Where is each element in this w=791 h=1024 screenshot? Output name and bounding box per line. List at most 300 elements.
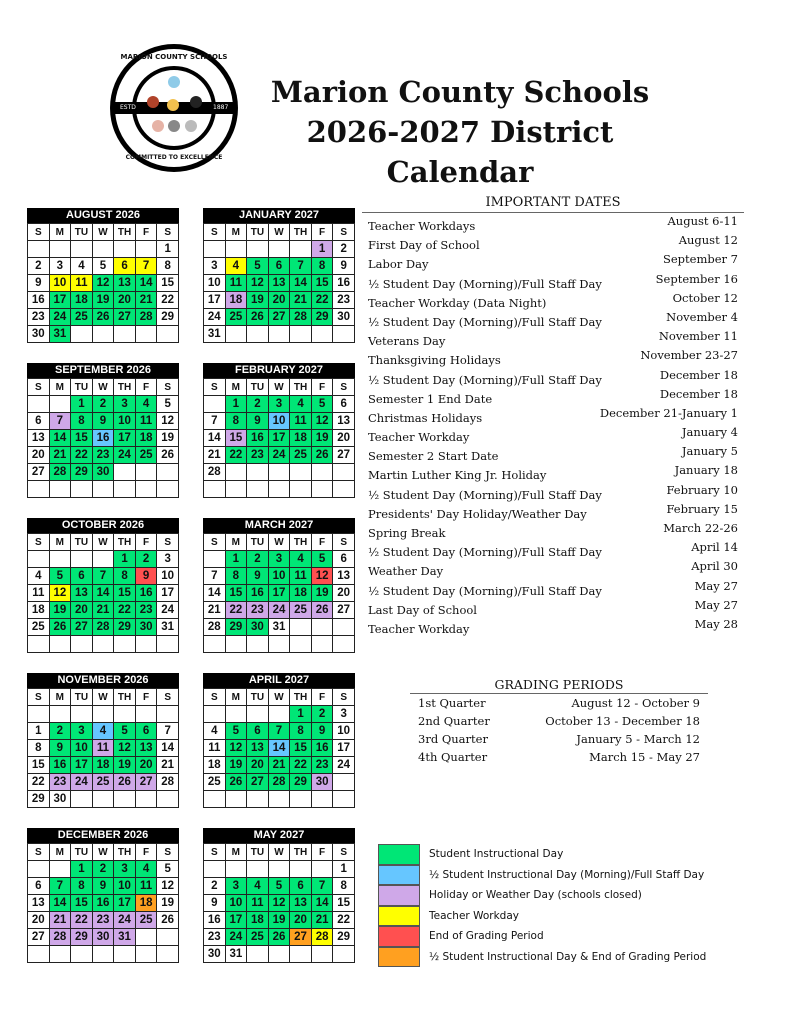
day-cell: 21 (204, 447, 226, 464)
empty-cell (28, 551, 50, 568)
weekday-header: M (49, 689, 71, 706)
day-cell: 11 (135, 878, 157, 895)
empty-cell (247, 636, 269, 653)
week-row (28, 568, 179, 585)
week-row (28, 481, 179, 498)
day-cell: 15 (28, 757, 50, 774)
empty-cell (114, 706, 136, 723)
day-cell: 11 (135, 413, 157, 430)
day-cell: 10 (333, 723, 355, 740)
event-date: January 4 (681, 425, 738, 440)
day-cell: 28 (204, 619, 226, 636)
empty-cell (135, 636, 157, 653)
day-cell: 31 (114, 929, 136, 946)
month-calendar (27, 208, 179, 343)
week-row (28, 757, 179, 774)
day-cell: 23 (204, 929, 226, 946)
weekday-header: S (333, 689, 355, 706)
day-cell: 16 (92, 895, 114, 912)
day-cell: 7 (290, 258, 312, 275)
day-cell: 21 (92, 602, 114, 619)
day-cell: 23 (28, 309, 50, 326)
important-date-row (362, 558, 744, 577)
empty-cell (268, 326, 290, 343)
important-date-row (362, 462, 744, 481)
day-cell: 16 (311, 740, 333, 757)
event-label: Presidents' Day Holiday/Weather Day (368, 506, 587, 521)
empty-cell (290, 241, 312, 258)
important-date-row (362, 597, 744, 616)
event-date: August 6-11 (667, 214, 738, 228)
day-cell: 25 (290, 602, 312, 619)
weekday-header: TH (290, 534, 312, 551)
event-date: April 30 (691, 559, 738, 574)
day-cell: 28 (49, 929, 71, 946)
month-title: DECEMBER 2026 (27, 828, 179, 843)
weekday-header: TH (290, 689, 312, 706)
day-cell: 20 (28, 912, 50, 929)
week-row (204, 464, 355, 481)
empty-cell (157, 326, 179, 343)
quarter-range: October 13 - December 18 (545, 714, 700, 728)
empty-cell (225, 241, 247, 258)
day-cell: 14 (204, 430, 226, 447)
day-cell: 4 (71, 258, 93, 275)
weekday-header: TH (114, 689, 136, 706)
day-cell: 18 (28, 602, 50, 619)
sunburst-icon (167, 99, 179, 111)
day-cell: 31 (225, 946, 247, 963)
day-cell: 31 (268, 619, 290, 636)
weekday-header: TU (71, 224, 93, 241)
event-date: December 18 (659, 367, 738, 382)
day-cell: 29 (311, 309, 333, 326)
day-cell: 17 (204, 292, 226, 309)
day-cell: 22 (157, 292, 179, 309)
grading-period-row (410, 694, 708, 712)
day-cell: 22 (71, 912, 93, 929)
title-line-1: Marion County Schools (270, 75, 650, 109)
event-label: Weather Day (368, 564, 444, 579)
legend-label: ½ Student Instructional Day (Morning)/Full Staff Day (429, 868, 705, 881)
day-cell: 15 (333, 895, 355, 912)
month-title: MARCH 2027 (203, 518, 355, 533)
school-emblem-icon (168, 76, 180, 88)
empty-cell (157, 464, 179, 481)
weekday-header: TH (290, 844, 312, 861)
day-cell: 30 (204, 946, 226, 963)
week-row (28, 929, 179, 946)
empty-cell (204, 551, 226, 568)
empty-cell (135, 464, 157, 481)
event-date: November 23-27 (640, 348, 738, 363)
day-cell: 21 (49, 912, 71, 929)
empty-cell (135, 241, 157, 258)
day-cell: 24 (225, 929, 247, 946)
event-date: January 5 (681, 444, 738, 459)
week-row (204, 706, 355, 723)
day-cell: 17 (114, 895, 136, 912)
empty-cell (268, 706, 290, 723)
weekday-header: W (92, 844, 114, 861)
empty-cell (204, 241, 226, 258)
day-cell: 4 (92, 723, 114, 740)
empty-cell (268, 481, 290, 498)
important-date-row (362, 386, 744, 405)
day-cell: 23 (135, 602, 157, 619)
important-date-row (362, 424, 744, 443)
day-cell: 24 (333, 757, 355, 774)
day-cell: 19 (225, 757, 247, 774)
week-row (28, 413, 179, 430)
weekday-header: TU (247, 844, 269, 861)
day-cell: 14 (204, 585, 226, 602)
day-cell: 27 (247, 774, 269, 791)
weekday-header: M (225, 224, 247, 241)
week-row (204, 602, 355, 619)
day-cell: 5 (49, 568, 71, 585)
day-cell: 6 (290, 878, 312, 895)
day-cell: 26 (49, 619, 71, 636)
empty-cell (311, 464, 333, 481)
empty-cell (204, 396, 226, 413)
month-calendar (27, 828, 179, 963)
weekday-header: M (225, 379, 247, 396)
weekday-header: S (333, 379, 355, 396)
event-date: December 21-January 1 (599, 405, 738, 420)
legend-label: End of Grading Period (429, 930, 544, 943)
empty-cell (28, 946, 50, 963)
important-date-row (362, 405, 744, 424)
day-cell: 2 (49, 723, 71, 740)
week-row (28, 602, 179, 619)
day-cell: 24 (114, 447, 136, 464)
important-date-row (362, 578, 744, 597)
day-cell: 12 (247, 275, 269, 292)
weekday-header: M (49, 844, 71, 861)
day-cell: 20 (114, 292, 136, 309)
week-row (28, 241, 179, 258)
day-cell: 16 (28, 292, 50, 309)
weekday-header: S (28, 379, 50, 396)
empty-cell (135, 481, 157, 498)
school-emblem-icon (185, 120, 197, 132)
quarter-range: March 15 - May 27 (589, 750, 700, 764)
empty-cell (114, 946, 136, 963)
day-cell: 12 (49, 585, 71, 602)
important-date-row (362, 213, 744, 232)
day-cell: 15 (225, 430, 247, 447)
weekday-header: W (268, 534, 290, 551)
event-date: February 15 (666, 501, 738, 516)
day-cell: 6 (247, 723, 269, 740)
week-row (28, 774, 179, 791)
day-cell: 9 (92, 878, 114, 895)
empty-cell (225, 706, 247, 723)
weekday-header: W (92, 224, 114, 241)
day-cell: 21 (49, 447, 71, 464)
week-row (204, 585, 355, 602)
day-cell: 20 (268, 292, 290, 309)
weekday-header: TU (247, 224, 269, 241)
month-title: FEBRUARY 2027 (203, 363, 355, 378)
day-cell: 4 (28, 568, 50, 585)
week-row (204, 413, 355, 430)
empty-cell (268, 791, 290, 808)
day-cell: 13 (28, 895, 50, 912)
event-label: Last Day of School (368, 602, 477, 617)
week-row (204, 723, 355, 740)
quarter-label: 4th Quarter (418, 750, 488, 764)
day-cell: 8 (225, 413, 247, 430)
day-cell: 25 (135, 912, 157, 929)
day-cell: 3 (333, 706, 355, 723)
day-cell: 19 (311, 430, 333, 447)
empty-cell (157, 791, 179, 808)
legend-label: Student Instructional Day (429, 848, 564, 861)
day-cell: 14 (290, 275, 312, 292)
day-cell: 14 (49, 895, 71, 912)
day-cell: 19 (268, 912, 290, 929)
legend-item (378, 947, 706, 968)
day-cell: 9 (247, 413, 269, 430)
day-cell: 1 (71, 861, 93, 878)
day-cell: 7 (92, 568, 114, 585)
day-cell: 5 (247, 258, 269, 275)
empty-cell (311, 791, 333, 808)
week-row (28, 723, 179, 740)
day-cell: 27 (71, 619, 93, 636)
day-cell: 28 (49, 464, 71, 481)
empty-cell (28, 396, 50, 413)
day-cell: 9 (333, 258, 355, 275)
day-cell: 1 (28, 723, 50, 740)
event-label: Thanksgiving Holidays (368, 353, 501, 368)
day-cell: 15 (114, 585, 136, 602)
day-cell: 28 (204, 464, 226, 481)
day-cell: 7 (135, 258, 157, 275)
day-cell: 24 (114, 912, 136, 929)
day-cell: 10 (114, 878, 136, 895)
week-row (204, 275, 355, 292)
day-cell: 29 (28, 791, 50, 808)
weekday-header: TU (247, 534, 269, 551)
empty-cell (290, 946, 312, 963)
empty-cell (71, 706, 93, 723)
day-cell: 2 (333, 241, 355, 258)
week-row (204, 430, 355, 447)
day-cell: 12 (225, 740, 247, 757)
event-date: May 28 (694, 616, 738, 631)
week-row (28, 636, 179, 653)
empty-cell (71, 326, 93, 343)
week-row (204, 241, 355, 258)
event-label: Teacher Workday (368, 621, 470, 636)
day-cell: 29 (333, 929, 355, 946)
empty-cell (311, 861, 333, 878)
empty-cell (247, 326, 269, 343)
weekday-header: TU (247, 379, 269, 396)
day-cell: 21 (157, 757, 179, 774)
month-title: SEPTEMBER 2026 (27, 363, 179, 378)
quarter-range: January 5 - March 12 (576, 732, 700, 746)
weekday-header: F (311, 534, 333, 551)
day-cell: 12 (268, 895, 290, 912)
day-cell: 9 (204, 895, 226, 912)
day-cell: 27 (114, 309, 136, 326)
weekday-header: TH (114, 534, 136, 551)
day-cell: 16 (247, 585, 269, 602)
week-row (204, 292, 355, 309)
day-cell: 26 (311, 602, 333, 619)
week-row (204, 757, 355, 774)
day-cell: 27 (333, 602, 355, 619)
important-date-row (362, 347, 744, 366)
weekday-header: M (49, 534, 71, 551)
week-row (204, 636, 355, 653)
day-cell: 13 (28, 430, 50, 447)
day-cell: 12 (114, 740, 136, 757)
day-cell: 30 (92, 929, 114, 946)
legend-swatch-icon (378, 926, 420, 947)
day-cell: 14 (268, 740, 290, 757)
empty-cell (135, 706, 157, 723)
day-cell: 25 (247, 929, 269, 946)
empty-cell (333, 481, 355, 498)
day-cell: 2 (28, 258, 50, 275)
weekday-header: S (28, 534, 50, 551)
day-cell: 3 (114, 861, 136, 878)
day-cell: 18 (135, 895, 157, 912)
weekday-header: TU (71, 689, 93, 706)
empty-cell (290, 326, 312, 343)
day-cell: 5 (225, 723, 247, 740)
event-date: May 27 (694, 578, 738, 593)
day-cell: 4 (135, 396, 157, 413)
empty-cell (333, 791, 355, 808)
weekday-header: M (49, 224, 71, 241)
day-cell: 10 (157, 568, 179, 585)
day-cell: 22 (28, 774, 50, 791)
event-label: Veterans Day (368, 334, 446, 349)
weekday-header: F (311, 224, 333, 241)
day-cell: 16 (92, 430, 114, 447)
month-title: APRIL 2027 (203, 673, 355, 688)
day-cell: 22 (290, 757, 312, 774)
important-date-row (362, 482, 744, 501)
weekday-header: F (135, 534, 157, 551)
weekday-header: S (28, 844, 50, 861)
month-calendar (203, 673, 355, 808)
empty-cell (114, 481, 136, 498)
day-cell: 2 (247, 551, 269, 568)
day-cell: 14 (157, 740, 179, 757)
weekday-header: S (157, 689, 179, 706)
day-cell: 13 (71, 585, 93, 602)
day-cell: 6 (333, 551, 355, 568)
day-cell: 12 (311, 413, 333, 430)
day-cell: 2 (92, 396, 114, 413)
week-row (28, 326, 179, 343)
week-row (204, 326, 355, 343)
empty-cell (247, 706, 269, 723)
day-cell: 3 (225, 878, 247, 895)
week-row (28, 258, 179, 275)
empty-cell (49, 241, 71, 258)
month-title: JANUARY 2027 (203, 208, 355, 223)
empty-cell (225, 636, 247, 653)
event-label: Martin Luther King Jr. Holiday (368, 468, 547, 483)
day-cell: 22 (333, 912, 355, 929)
day-cell: 30 (135, 619, 157, 636)
empty-cell (92, 706, 114, 723)
day-cell: 18 (290, 585, 312, 602)
day-cell: 24 (204, 309, 226, 326)
day-cell: 30 (49, 791, 71, 808)
empty-cell (114, 636, 136, 653)
weekday-header: TU (71, 844, 93, 861)
week-row (204, 946, 355, 963)
day-cell: 26 (92, 309, 114, 326)
day-cell: 14 (311, 895, 333, 912)
legend-item (378, 885, 706, 906)
day-cell: 22 (225, 447, 247, 464)
day-cell: 10 (49, 275, 71, 292)
event-label: First Day of School (368, 238, 480, 253)
event-date: January 18 (674, 463, 738, 478)
day-cell: 19 (92, 292, 114, 309)
day-cell: 3 (268, 396, 290, 413)
week-row (204, 912, 355, 929)
weekday-header: S (204, 224, 226, 241)
day-cell: 27 (290, 929, 312, 946)
day-cell: 29 (157, 309, 179, 326)
important-dates-heading: IMPORTANT DATES (362, 195, 744, 213)
event-date: November 11 (658, 329, 738, 344)
day-cell: 27 (135, 774, 157, 791)
empty-cell (135, 791, 157, 808)
empty-cell (49, 636, 71, 653)
day-cell: 21 (204, 602, 226, 619)
weekday-header: S (333, 534, 355, 551)
day-cell: 31 (49, 326, 71, 343)
weekday-header: W (92, 689, 114, 706)
day-cell: 2 (204, 878, 226, 895)
day-cell: 8 (157, 258, 179, 275)
empty-cell (290, 636, 312, 653)
day-cell: 2 (135, 551, 157, 568)
day-cell: 9 (28, 275, 50, 292)
day-cell: 8 (71, 413, 93, 430)
empty-cell (204, 481, 226, 498)
weekday-header: S (157, 534, 179, 551)
weekday-header: TH (114, 224, 136, 241)
event-date: November 4 (666, 309, 738, 324)
week-row (204, 774, 355, 791)
empty-cell (311, 619, 333, 636)
week-row (204, 447, 355, 464)
day-cell: 26 (114, 774, 136, 791)
title-line-2: 2026-2027 District Calendar (306, 115, 614, 189)
weekday-header: S (204, 379, 226, 396)
page-title (240, 72, 680, 192)
day-cell: 3 (268, 551, 290, 568)
day-cell: 12 (157, 878, 179, 895)
day-cell: 20 (290, 912, 312, 929)
day-cell: 23 (247, 447, 269, 464)
day-cell: 1 (157, 241, 179, 258)
empty-cell (92, 636, 114, 653)
